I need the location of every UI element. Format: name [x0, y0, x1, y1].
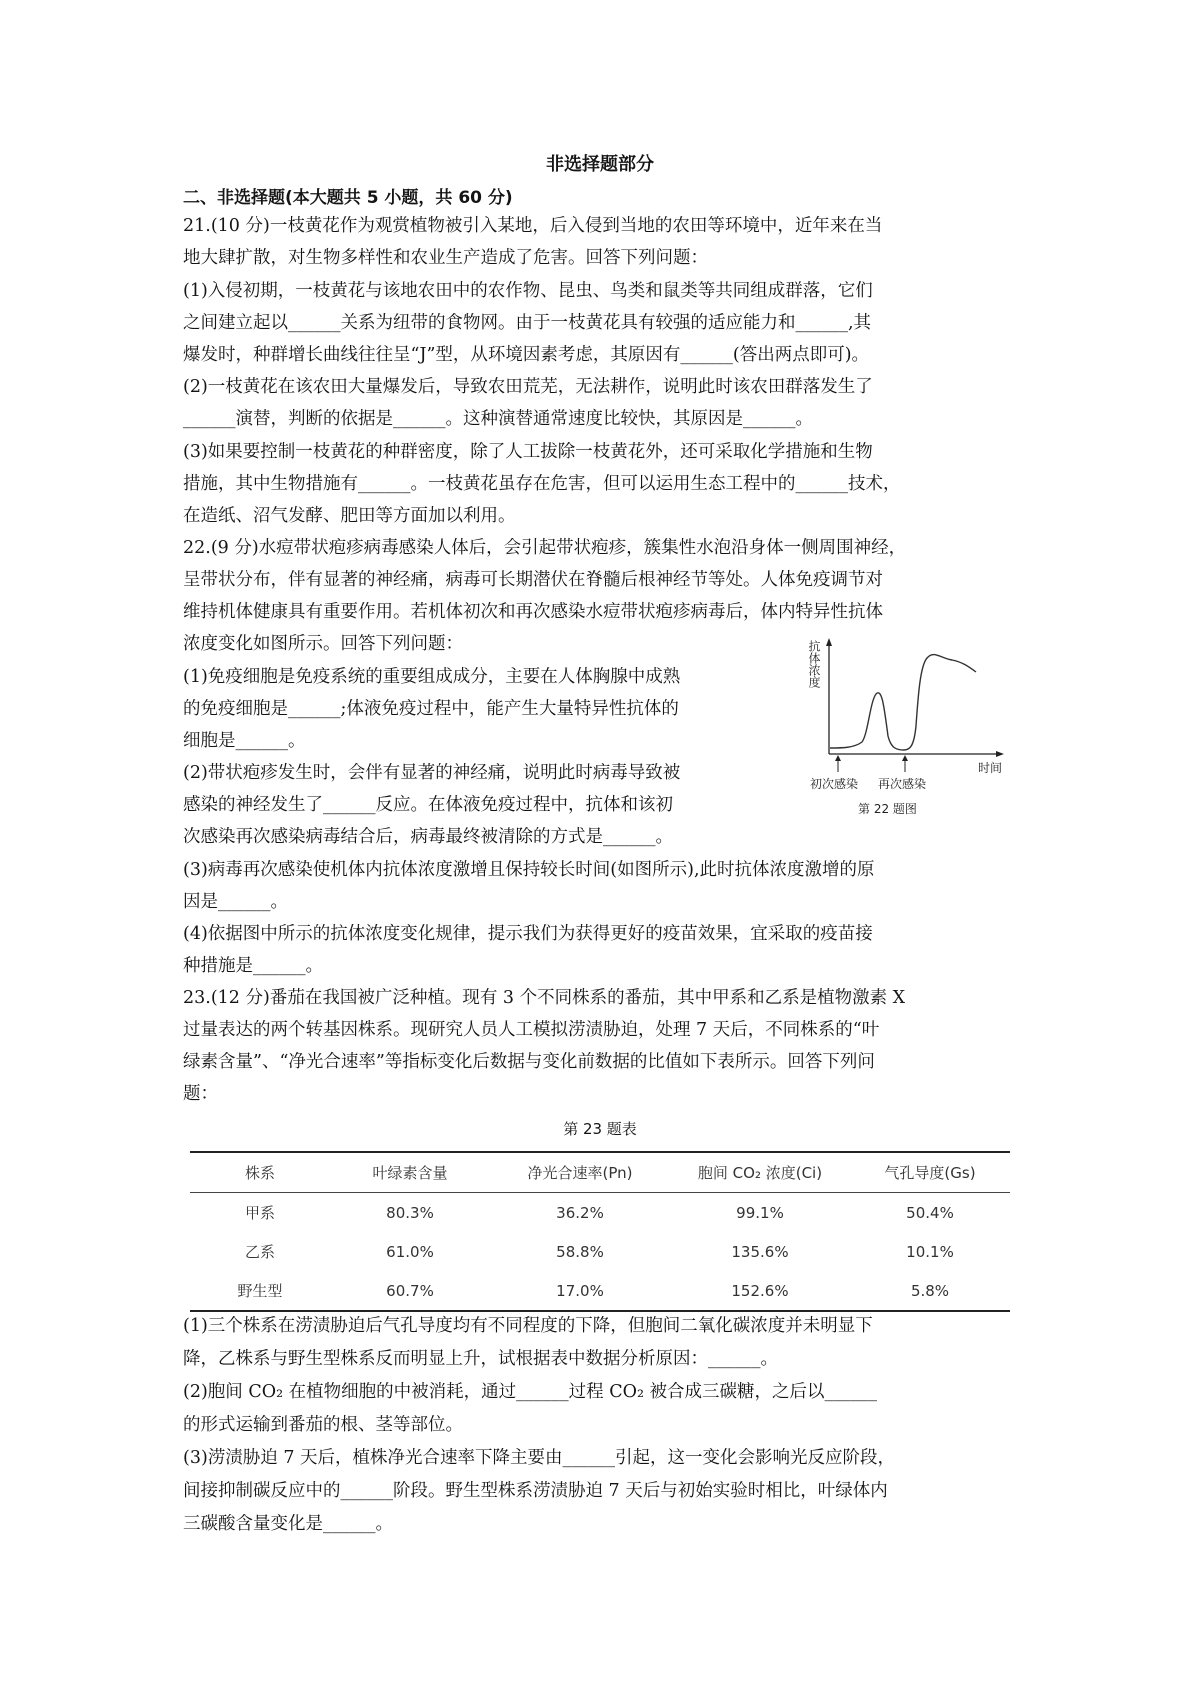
y-axis: [826, 638, 832, 754]
section-title: 二、非选择题(本大题共 5 小题，共 60 分): [183, 188, 513, 208]
text-line: (4)依据图中所示的抗体浓度变化规律，提示我们为获得更好的疫苗效果，宜采取的疫苗接: [183, 924, 873, 944]
text-line: 在造纸、沼气发酵、肥田等方面加以利用。: [183, 506, 516, 526]
text-line: (1)入侵初期，一枝黄花与该地农田中的农作物、昆虫、鸟类和鼠类等共同组成群落，它们: [183, 281, 873, 301]
table-cell: 61.0%: [386, 1242, 434, 1261]
text-line: 细胞是______。: [183, 731, 306, 751]
text-line: 浓度变化如图所示。回答下列问题：: [183, 634, 463, 654]
table-cell: 80.3%: [386, 1203, 434, 1222]
text-line: (2)带状疱疹发生时，会伴有显著的神经痛，说明此时病毒导致被: [183, 763, 681, 783]
part-title: 非选择题部分: [546, 154, 654, 175]
table-row: [190, 1232, 1010, 1271]
text-line: (1)免疫细胞是免疫系统的重要组成成分，主要在人体胸腺中成熟: [183, 667, 681, 687]
text-line: 种措施是______。: [183, 956, 323, 976]
text-line: 措施，其中生物措施有______。一枝黄花虽存在危害，但可以运用生态工程中的______技术，: [183, 474, 901, 494]
x-axis-label: 时间: [978, 761, 1003, 775]
text-line: 因是______。: [183, 892, 288, 912]
text-line: 题：: [183, 1084, 218, 1104]
text-line: 爆发时，种群增长曲线往往呈“J”型，从环境因素考虑，其原因有______(答出两点即可)。: [183, 345, 870, 365]
table-header: 净光合速率(Pn): [527, 1164, 633, 1182]
text-line: (3)如果要控制一枝黄花的种群密度，除了人工拔除一枝黄花外，还可采取化学措施和生物: [183, 442, 873, 462]
text-line: 间接抑制碳反应中的______阶段。野生型株系涝渍胁迫 7 天后与初始实验时相比，叶绿体内: [183, 1481, 888, 1501]
text-line: 21.(10 分)一枝黄花作为观赏植物被引入某地，后入侵到当地的农田等环境中，近年来在当: [183, 216, 883, 236]
table-cell: 60.7%: [386, 1281, 434, 1300]
text-line: (2)胞间 CO₂ 在植物细胞的中被消耗，通过______过程 CO₂ 被合成三碳糖，之后以______: [183, 1382, 878, 1402]
table-cell: 野生型: [237, 1282, 283, 1300]
table-cell: 99.1%: [736, 1203, 784, 1222]
table-cell: 135.6%: [731, 1242, 789, 1261]
text-line: 23.(12 分)番茄在我国被广泛种植。现有 3 个不同株系的番茄，其中甲系和乙系是植物激素 X: [183, 988, 906, 1008]
table-row: [190, 1193, 1010, 1233]
antibody-figure: [800, 636, 1015, 822]
text-line: (2)一枝黄花在该农田大量爆发后，导致农田荒芜，无法耕作，说明此时该农田群落发生了: [183, 377, 873, 397]
y-axis-label: 抗体浓度: [807, 640, 821, 688]
text-line: 三碳酸含量变化是______。: [183, 1514, 393, 1534]
text-line: 的免疫细胞是______;体液免疫过程中，能产生大量特异性抗体的: [183, 699, 679, 719]
table-header: 胞间 CO₂ 浓度(Ci): [697, 1164, 823, 1182]
second-infection-marker: [902, 755, 908, 772]
text-line: 的形式运输到番茄的根、茎等部位。: [183, 1415, 463, 1435]
table-header: 株系: [244, 1164, 275, 1182]
text-line: 过量表达的两个转基因株系。现研究人员人工模拟涝渍胁迫，处理 7 天后，不同株系的“叶: [183, 1020, 880, 1040]
table-cell: 甲系: [244, 1204, 275, 1222]
table-cell: 乙系: [244, 1243, 275, 1261]
text-line: 降，乙株系与野生型株系反而明显上升，试根据表中数据分析原因：______。: [183, 1349, 778, 1369]
text-line: 绿素含量”、“净光合速率”等指标变化后数据与变化前数据的比值如下表所示。回答下列问: [183, 1052, 875, 1072]
text-line: 感染的神经发生了______反应。在体液免疫过程中，抗体和该初: [183, 795, 673, 815]
x-axis: [829, 751, 1004, 757]
text-line: (3)涝渍胁迫 7 天后，植株净光合速率下降主要由______引起，这一变化会影响光反应阶段，: [183, 1448, 896, 1468]
table-row: [190, 1271, 1010, 1311]
text-line: 呈带状分布，伴有显著的神经痛，病毒可长期潜伏在脊髓后根神经节等处。人体免疫调节对: [183, 570, 883, 590]
figure-caption: 第 22 题图: [858, 802, 917, 816]
data-table: [190, 1151, 1010, 1312]
table-cell: 10.1%: [906, 1242, 954, 1261]
text-line: 之间建立起以______关系为纽带的食物网。由于一枝黄花具有较强的适应能力和______,其: [183, 313, 872, 333]
table-cell: 36.2%: [556, 1203, 604, 1222]
table-cell: 17.0%: [556, 1281, 604, 1300]
antibody-curve: [830, 655, 976, 750]
table-cell: 50.4%: [906, 1203, 954, 1222]
table-header: 叶绿素含量: [372, 1164, 448, 1182]
first-infection-label: 初次感染: [810, 777, 859, 791]
text-line: 22.(9 分)水痘带状疱疹病毒感染人体后，会引起带状疱疹，簇集性水泡沿身体一侧周围神经，: [183, 538, 907, 558]
table-cell: 58.8%: [556, 1242, 604, 1261]
first-infection-marker: [835, 755, 841, 772]
table-cell: 152.6%: [731, 1281, 789, 1300]
table-caption: 第 23 题表: [563, 1120, 637, 1138]
text-line: 次感染再次感染病毒结合后，病毒最终被清除的方式是______。: [183, 827, 673, 847]
text-line: 地大肆扩散，对生物多样性和农业生产造成了危害。回答下列问题：: [183, 248, 708, 268]
table-header-row: [190, 1152, 1010, 1193]
text-line: (1)三个株系在涝渍胁迫后气孔导度均有不同程度的下降，但胞间二氧化碳浓度并未明显下: [183, 1316, 873, 1336]
text-line: 维持机体健康具有重要作用。若机体初次和再次感染水痘带状疱疹病毒后，体内特异性抗体: [183, 602, 883, 622]
text-line: (3)病毒再次感染使机体内抗体浓度激增且保持较长时间(如图所示),此时抗体浓度激增的原: [183, 860, 875, 880]
text-line: ______演替，判断的依据是______。这种演替通常速度比较快，其原因是______。: [183, 409, 813, 429]
second-infection-label: 再次感染: [878, 777, 927, 791]
table-cell: 5.8%: [910, 1281, 950, 1300]
table-header: 气孔导度(Gs): [884, 1164, 976, 1182]
